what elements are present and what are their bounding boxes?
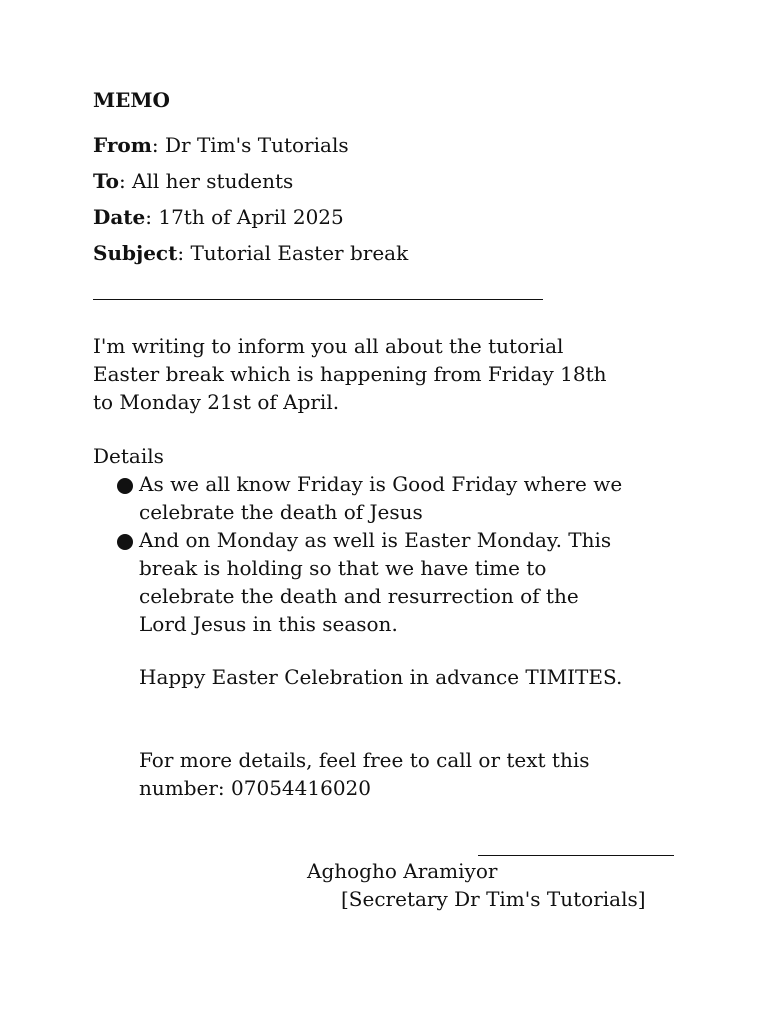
list-item — [93, 526, 713, 638]
signatory-title: [Secretary Dr Tim's Tutorials] — [341, 887, 646, 911]
bullet-line: break is holding so that we have time to — [139, 556, 547, 580]
bullet-line: celebrate the death of Jesus — [139, 500, 423, 524]
date-value: : 17th of April 2025 — [145, 205, 344, 229]
details-list — [93, 470, 713, 638]
date-line — [93, 203, 344, 231]
bullet-line: celebrate the death and resurrection of the — [139, 584, 579, 608]
list-item — [93, 470, 713, 526]
contact-line: number: 07054416020 — [139, 776, 371, 800]
to-line — [93, 167, 293, 195]
intro-line: to Monday 21st of April. — [93, 390, 340, 414]
intro-paragraph — [93, 332, 693, 416]
bullet-icon — [117, 478, 133, 494]
bullet-line: Lord Jesus in this season. — [139, 612, 398, 636]
contact-line: For more details, feel free to call or text this — [139, 748, 590, 772]
bullet-line: And on Monday as well is Easter Monday. This — [139, 528, 612, 552]
signature-line — [478, 855, 674, 856]
to-label: To — [93, 169, 119, 193]
from-line — [93, 131, 349, 159]
subject-label: Subject — [93, 241, 178, 265]
date-label: Date — [93, 205, 146, 229]
bullet-icon — [117, 534, 133, 550]
from-value: : Dr Tim's Tutorials — [151, 133, 349, 157]
subject-value: : Tutorial Easter break — [177, 241, 409, 265]
bullet-line: As we all know Friday is Good Friday where we — [139, 472, 623, 496]
to-value: : All her students — [118, 169, 294, 193]
from-label: From — [93, 133, 152, 157]
memo-heading: MEMO — [93, 88, 170, 112]
subject-line — [93, 239, 408, 267]
intro-line: Easter break which is happening from Friday 18th — [93, 362, 607, 386]
signatory-name: Aghogho Aramiyor — [307, 859, 498, 883]
details-heading: Details — [93, 444, 164, 468]
intro-line: I'm writing to inform you all about the tutorial — [93, 334, 564, 358]
greeting-text: Happy Easter Celebration in advance TIMITES. — [139, 665, 623, 689]
header-divider — [93, 299, 543, 300]
